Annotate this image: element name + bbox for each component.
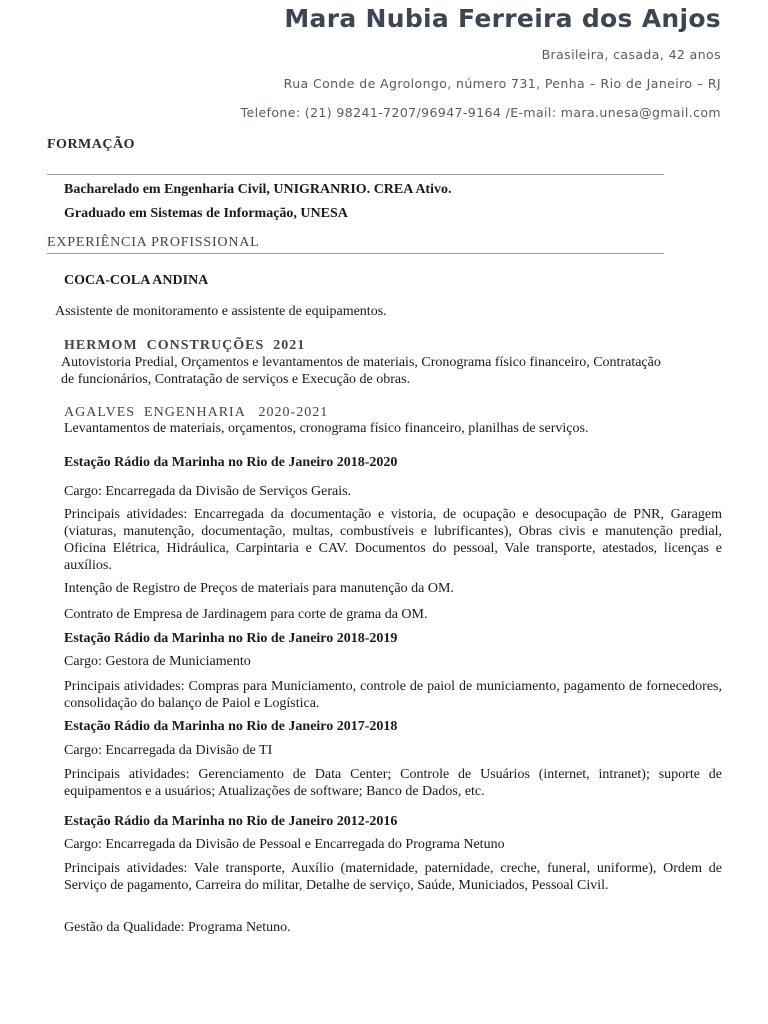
job-role: Cargo: Encarregada da Divisão de TI [64,743,273,758]
section-title-experiencia: EXPERIÊNCIA PROFISSIONAL [47,235,260,250]
personal-info: Brasileira, casada, 42 anos [541,47,721,62]
address-line: Rua Conde de Agrolongo, número 731, Penha – Rio de Janeiro – RJ [283,76,721,91]
job-role: Cargo: Encarregada da Divisão de Serviços Gerais. [64,484,352,499]
job-company: Estação Rádio da Marinha no Rio de Janeiro 2012-2016 [64,814,398,829]
job-extra: Contrato de Empresa de Jardinagem para corte de grama da OM. [64,607,428,622]
section-divider [47,253,664,254]
job-role: Cargo: Gestora de Municiamento [64,654,251,669]
job-extra: Intenção de Registro de Preços de materiais para manutenção da OM. [64,581,454,596]
job-activities: Principais atividades: Vale transporte, Auxílio (maternidade, paternidade, creche, funeral, uniforme), Ordem de Serviço de pagamento, Carreira do militar, Detalhe de serviço, Saúde, Municiados, Pessoal Civil. [64,861,722,893]
job-activities: Principais atividades: Gerenciamento de Data Center; Controle de Usuários (internet, intranet); suporte de equipamentos e a usuários; Atualizações de software; Banco de Dados, etc. [64,767,722,799]
resume-header [241,0,721,120]
job-description: Levantamentos de materiais, orçamentos, cronograma físico financeiro, planilhas de serviços. [64,421,589,436]
job-company: AGALVES ENGENHARIA 2020-2021 [64,405,329,420]
job-activities: Principais atividades: Compras para Municiamento, controle de paiol de municiamento, pagamento de fornecedores, consolidação do balanço de Paiol e Logística. [64,679,722,711]
job-role: Cargo: Encarregada da Divisão de Pessoal e Encarregada do Programa Netuno [64,837,505,852]
job-description: Autovistoria Predial, Orçamentos e levantamentos de materiais, Cronograma físico financeiro, Contratação de funcionários, Contratação de serviços e Execução de obras. [61,355,661,387]
education-item: Bacharelado em Engenharia Civil, UNIGRANRIO. CREA Ativo. [64,182,452,197]
candidate-name: Mara Nubia Ferreira dos Anjos [284,4,721,33]
job-company: Estação Rádio da Marinha no Rio de Janeiro 2018-2019 [64,631,398,646]
job-description: Assistente de monitoramento e assistente de equipamentos. [55,304,387,319]
job-company: Estação Rádio da Marinha no Rio de Janeiro 2017-2018 [64,719,398,734]
education-item: Graduado em Sistemas de Informação, UNESA [64,206,348,221]
section-divider [47,174,664,175]
contact-line: Telefone: (21) 98241-7207/96947-9164 /E-mail: mara.unesa@gmail.com [240,105,721,120]
job-company: HERMOM CONSTRUÇÕES 2021 [64,338,306,353]
section-title-formacao: FORMAÇÃO [47,137,135,152]
job-company: Estação Rádio da Marinha no Rio de Janeiro 2018-2020 [64,455,398,470]
job-company: COCA-COLA ANDINA [64,273,209,288]
job-extra: Gestão da Qualidade: Programa Netuno. [64,920,291,935]
job-activities: Principais atividades: Encarregada da documentação e vistoria, de ocupação e desocupação de PNR, Garagem (viaturas, manutenção, documentação, multas, combustíveis e lubrificantes), Obras civis e manutenção predial, Oficina Elétrica, Hidráulica, Carpintaria e CAV. Documentos do pessoal, Vale transporte, atestados, licenças e auxílios. [64,507,722,573]
